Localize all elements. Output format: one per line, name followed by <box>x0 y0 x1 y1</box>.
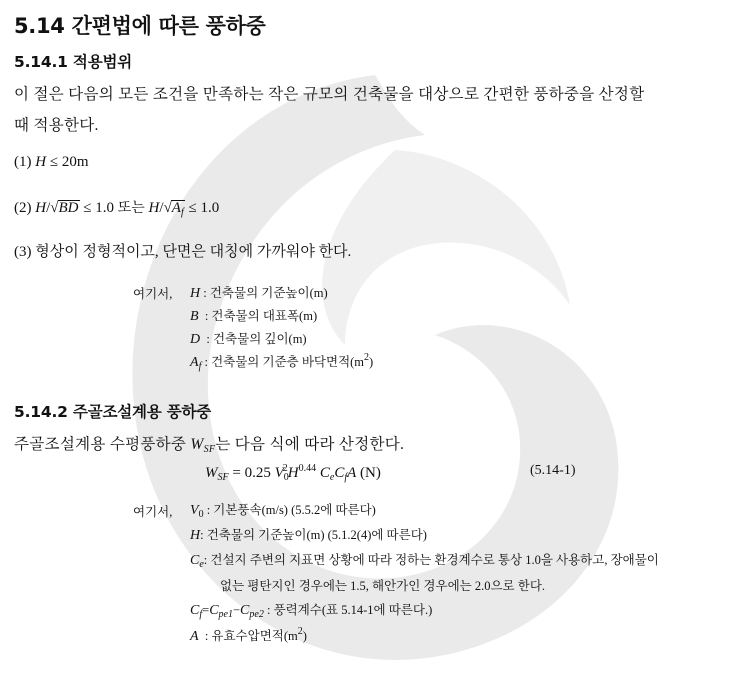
def-H: H : 건축물의 기준높이(m) <box>190 286 328 301</box>
def-B: B : 건축물의 대표폭(m) <box>190 309 318 324</box>
equation-number: (5.14-1) <box>530 463 576 478</box>
subsection-heading-mwfrs: 5.14.2 주골조설계용 풍하중 <box>14 403 212 421</box>
section-heading: 5.14 간편법에 따른 풍하중 <box>14 14 266 38</box>
para-2: 주골조설계용 수평풍하중 $W_{SF}$는 다음 식에 따라 산정한다. <box>14 436 405 455</box>
where-lead-2: 여기서, <box>133 505 173 519</box>
def-A: A : 유효수압면적$(m^2)$ <box>190 626 307 644</box>
def-H-2: H: 건축물의 기준높이(m) (5.1.2(4)에 따른다) <box>190 528 427 543</box>
def-Cf: $C_f=C_{pe1}-C_{pe2}$ : 풍력계수(표 5.14-1에 따른다.) <box>190 603 433 620</box>
def-Ce-line2: 없는 평탄지인 경우에는 1.5, 해안가인 경우에는 2.0으로 한다. <box>220 579 546 593</box>
where-lead-1: 여기서, <box>133 287 173 301</box>
intro-line-2: 때 적용한다. <box>14 117 99 134</box>
condition-3: (3) 형상이 정형적이고, 단면은 대칭에 가까워야 한다. <box>14 244 352 260</box>
def-Af: $A_f$ : 건축물의 기준층 바닥면적$(m^2)$ <box>190 352 374 372</box>
condition-2: (2) H/√BD ≤ 1.0 또는 $H/√A_f \le 1.0$ <box>14 200 220 218</box>
def-D: D : 건축물의 깊이(m) <box>190 332 307 347</box>
equation-5-14-1: $W_{SF} = 0.25$ $V_0^2H^{0.44}$ $C_eC_fA$ (N) <box>205 463 381 483</box>
def-Ce: $C_e$: 건설지 주변의 지표면 상황에 따라 정하는 환경계수로 통상 1.0을 사용하고, 장애물이 <box>190 553 659 570</box>
intro-line-1: 이 절은 다음의 모든 조건을 만족하는 작은 규모의 건축물을 대상으로 간편한 풍하중을 산정할 <box>14 86 645 103</box>
condition-1: (1) H ≤ 20m <box>14 154 89 170</box>
def-V0: $V_0$ : 기본풍속(m/s) (5.5.2에 따른다) <box>190 503 376 520</box>
subsection-heading-scope: 5.14.1 적용범위 <box>14 53 133 71</box>
